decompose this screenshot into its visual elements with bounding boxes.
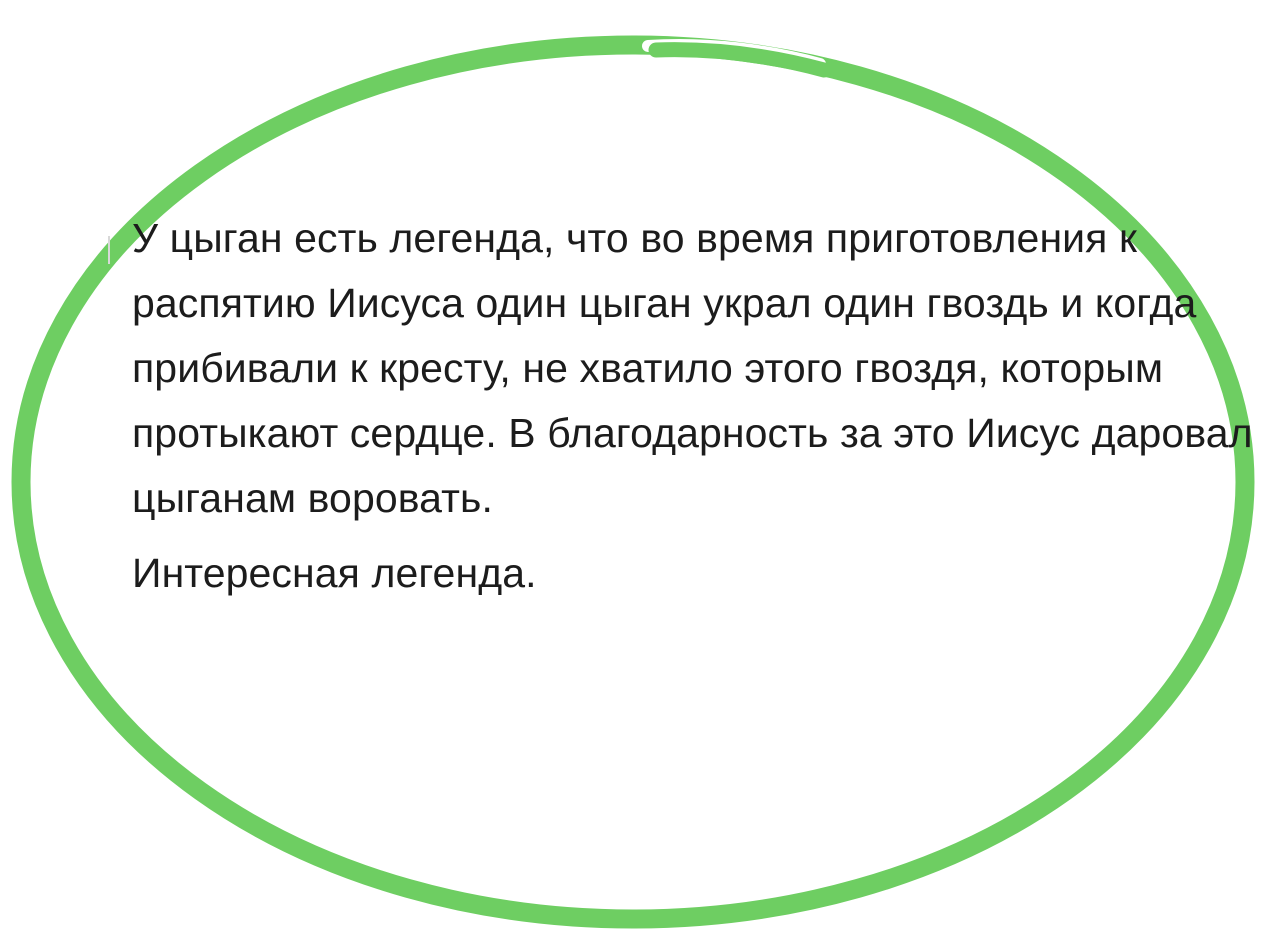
legend-text-block: [132, 206, 1265, 606]
legend-closing-line: Интересная легенда.: [132, 550, 537, 596]
legend-paragraph: У цыган есть легенда, что во время приготовления к распятию Иисуса один цыган украл один гвоздь и когда прибивали к кресту, не хватило этого гвоздя, которым протыкают сердце. В благодарность за это Иисус даровал цыганам воровать.: [132, 215, 1265, 521]
screenshot-edge-artifact: [108, 236, 110, 264]
